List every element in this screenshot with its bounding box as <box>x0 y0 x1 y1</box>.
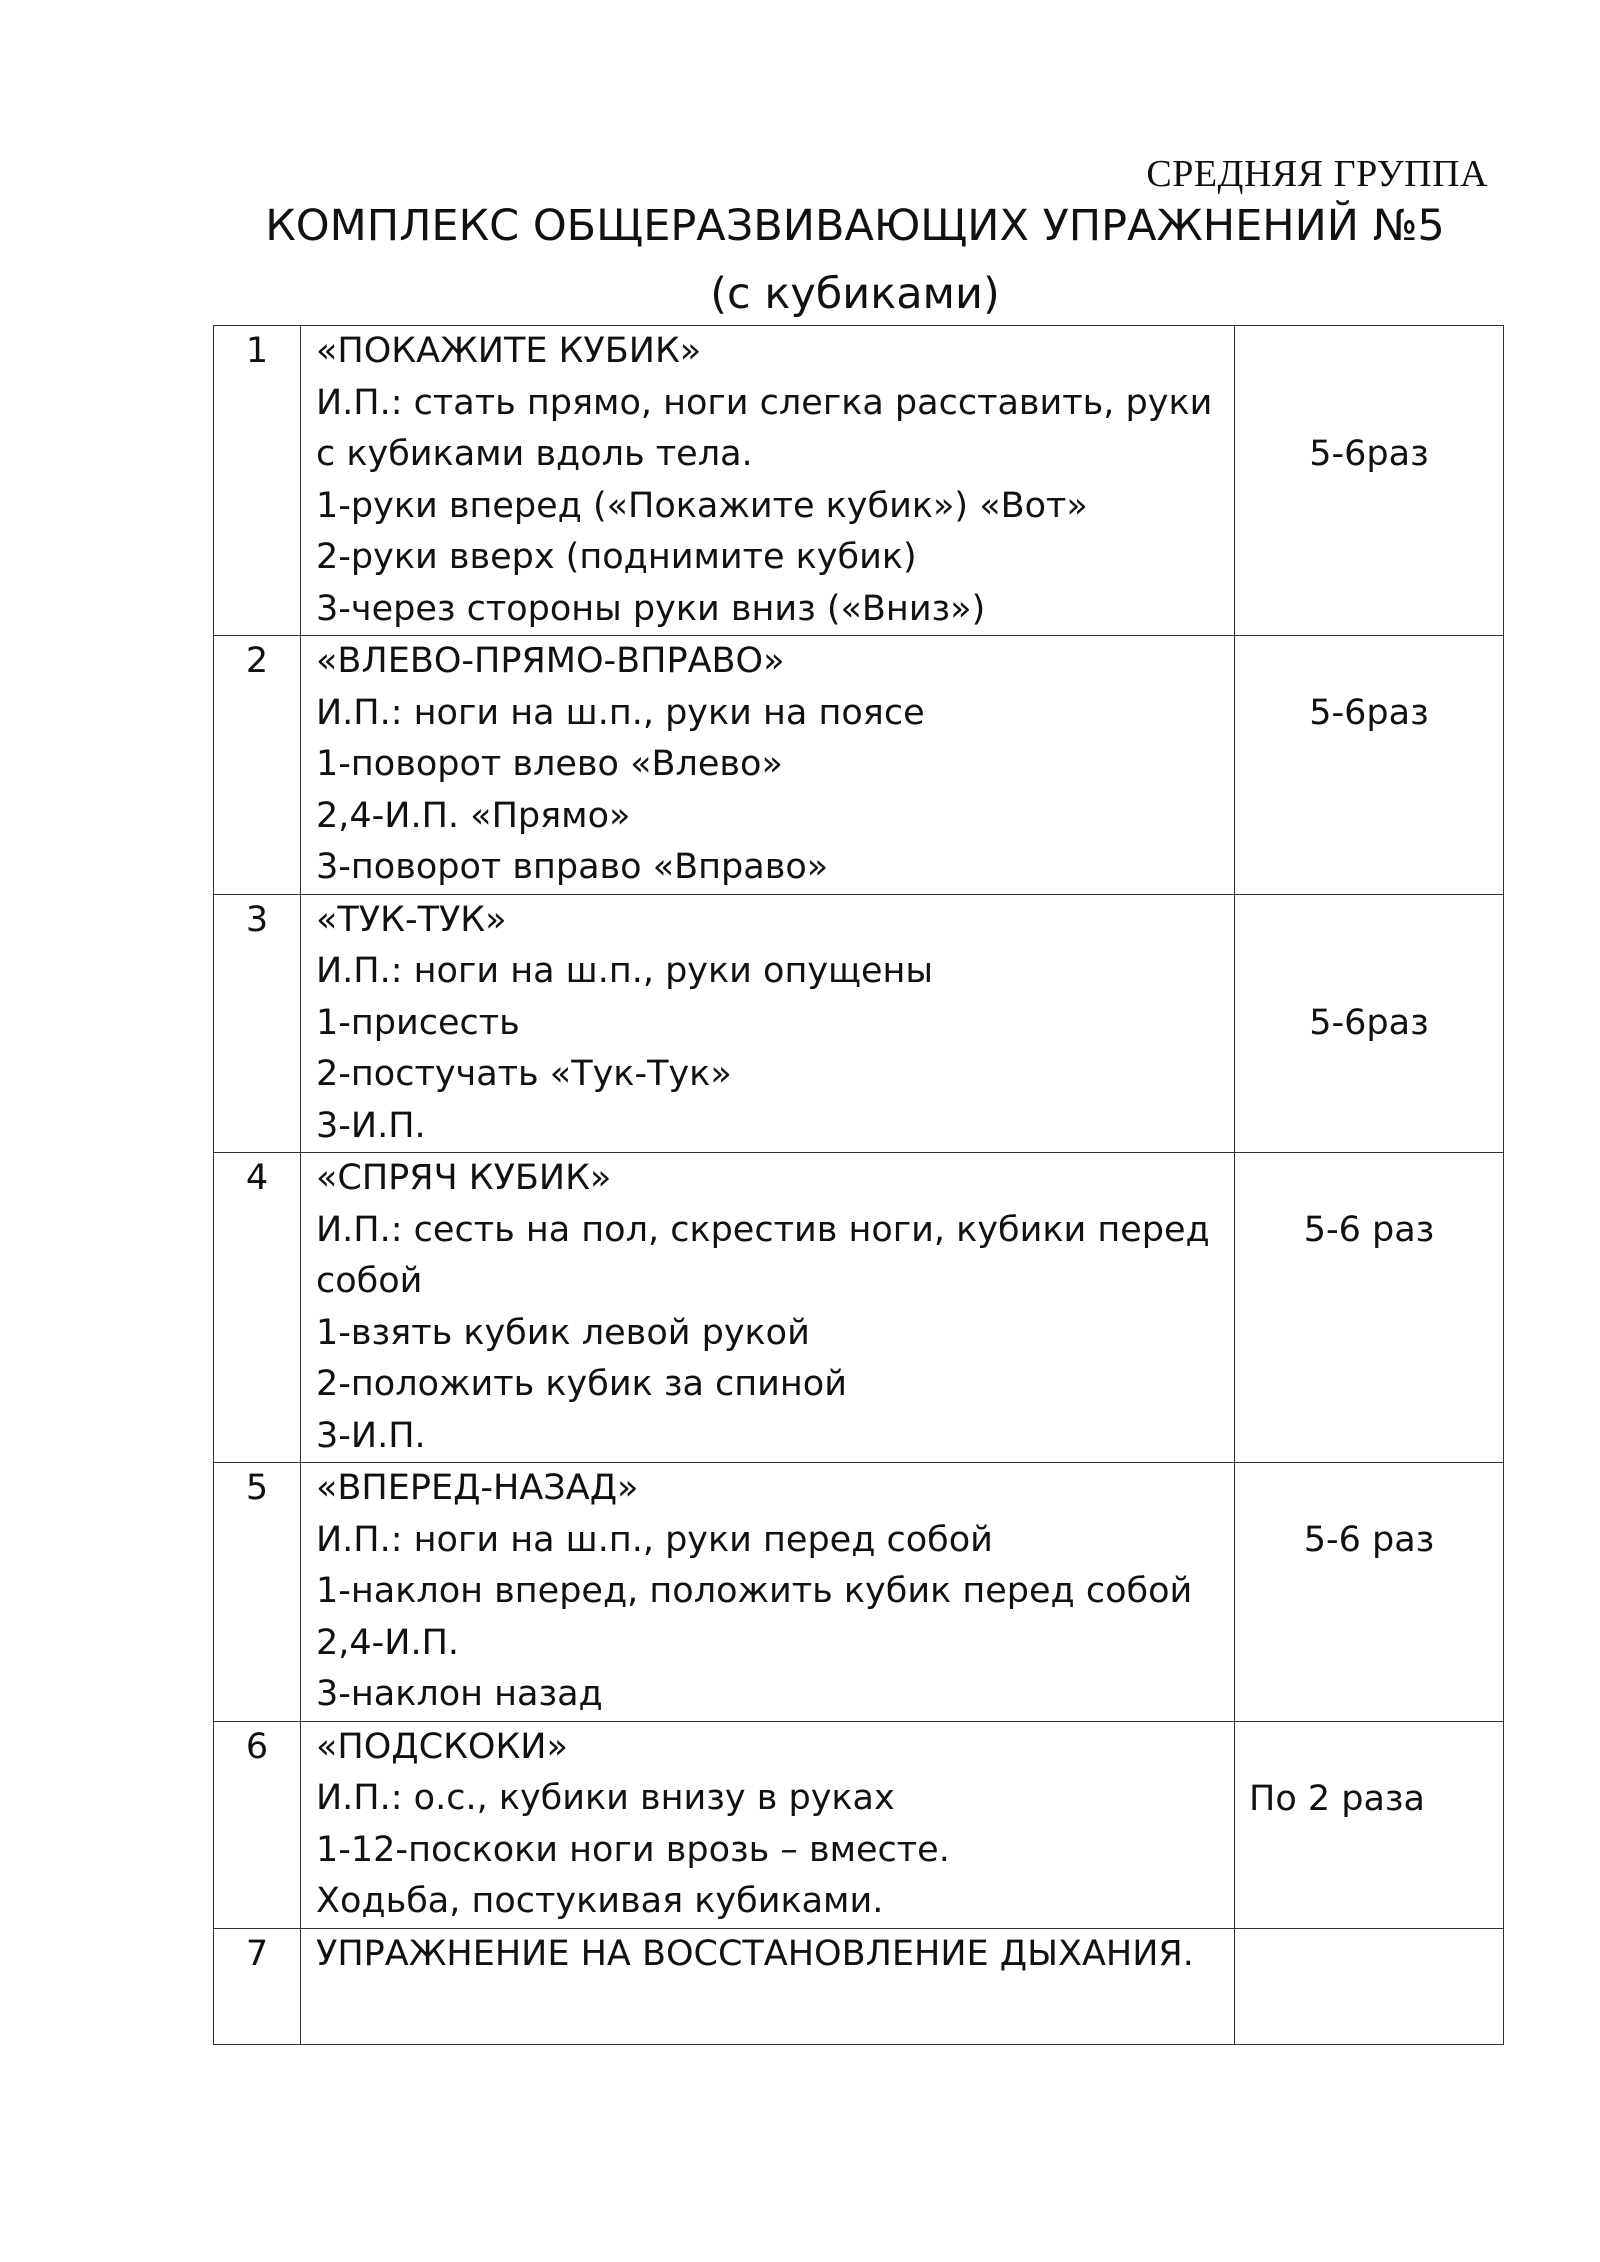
exercise-line: 1-присесть <box>316 1002 520 1043</box>
exercise-description <box>301 1928 1235 2044</box>
exercise-line: 3-И.П. <box>316 1415 426 1456</box>
exercise-count: 5-6 раз <box>1235 1463 1504 1722</box>
page-subtitle: (с кубиками) <box>710 269 1000 319</box>
exercise-line: Ходьба, постукивая кубиками. <box>316 1881 884 1921</box>
exercise-title: «ВЛЕВО-ПРЯМО-ВПРАВО» <box>316 641 785 681</box>
exercise-number: 1 <box>214 326 301 636</box>
exercise-line: 2,4-И.П. <box>316 1622 460 1663</box>
table-row <box>214 1153 1504 1463</box>
table-row <box>214 636 1504 895</box>
exercise-count: 5-6раз <box>1235 326 1504 636</box>
exercise-line: И.П.: ноги на ш.п., руки перед собой <box>316 1519 993 1560</box>
exercise-description <box>301 636 1235 895</box>
exercise-line: 2-постучать «Тук-Тук» <box>316 1054 732 1094</box>
exercise-number: 4 <box>214 1153 301 1463</box>
exercise-line: 2-руки вверх (поднимите кубик) <box>316 537 917 577</box>
exercise-line: И.П.: ноги на ш.п., руки опущены <box>316 951 934 991</box>
exercise-title: «СПРЯЧ КУБИК» <box>316 1158 612 1198</box>
exercise-line: 1-поворот влево «Влево» <box>316 744 783 784</box>
exercise-description <box>301 326 1235 636</box>
exercise-line: 3-наклон назад <box>316 1674 603 1714</box>
exercise-number: 5 <box>214 1463 301 1722</box>
exercise-number: 7 <box>214 1928 301 2044</box>
exercise-line: 3-И.П. <box>316 1105 426 1146</box>
exercise-count: По 2 раза <box>1235 1721 1504 1928</box>
exercise-line: И.П.: стать прямо, ноги слегка расставить, руки <box>316 382 1213 423</box>
exercise-line: И.П.: сесть на пол, скрестив ноги, кубики перед <box>316 1209 1210 1250</box>
exercise-line: 3-поворот вправо «Вправо» <box>316 847 829 887</box>
exercise-number: 3 <box>214 894 301 1153</box>
exercise-line: с кубиками вдоль тела. <box>316 434 753 474</box>
exercise-line: И.П.: ноги на ш.п., руки на поясе <box>316 692 925 733</box>
exercise-count: 5-6раз <box>1235 894 1504 1153</box>
table-row <box>214 1928 1504 2044</box>
exercise-count: 5-6раз <box>1235 636 1504 895</box>
table-row <box>214 894 1504 1153</box>
table-row <box>214 1721 1504 1928</box>
exercise-line: 1-взять кубик левой рукой <box>316 1312 810 1353</box>
exercise-count: 5-6 раз <box>1235 1153 1504 1463</box>
page-title: КОМПЛЕКС ОБЩЕРАЗВИВАЮЩИХ УПРАЖНЕНИЙ №5 <box>265 201 1445 251</box>
exercise-line: 1-руки вперед («Покажите кубик») «Вот» <box>316 485 1088 526</box>
exercise-line: 2-положить кубик за спиной <box>316 1364 847 1404</box>
exercise-description <box>301 1463 1235 1722</box>
exercise-title: «ПОКАЖИТЕ КУБИК» <box>316 331 702 371</box>
exercise-description <box>301 894 1235 1153</box>
exercise-table <box>213 325 1504 2045</box>
exercise-line: 2,4-И.П. «Прямо» <box>316 795 631 836</box>
exercise-description <box>301 1153 1235 1463</box>
table-row <box>214 326 1504 636</box>
exercise-description <box>301 1721 1235 1928</box>
exercise-title: «ПОДСКОКИ» <box>316 1726 568 1767</box>
exercise-line: 1-наклон вперед, положить кубик перед собой <box>316 1571 1193 1611</box>
exercise-line: И.П.: о.с., кубики внизу в руках <box>316 1778 895 1818</box>
exercise-title: «ВПЕРЕД-НАЗАД» <box>316 1468 639 1508</box>
exercise-count <box>1235 1928 1504 2044</box>
exercise-line: 3-через стороны руки вниз («Вниз») <box>316 588 986 629</box>
table-row <box>214 1463 1504 1722</box>
exercise-number: 2 <box>214 636 301 895</box>
exercise-number: 6 <box>214 1721 301 1928</box>
exercise-title: УПРАЖНЕНИЕ НА ВОССТАНОВЛЕНИЕ ДЫХАНИЯ. <box>316 1933 1194 1974</box>
exercise-line: 1-12-поскоки ноги врозь – вместе. <box>316 1829 950 1870</box>
group-label: СРЕДНЯЯ ГРУППА <box>1146 153 1488 195</box>
exercise-line: собой <box>316 1261 423 1301</box>
exercise-title: «ТУК-ТУК» <box>316 899 507 940</box>
